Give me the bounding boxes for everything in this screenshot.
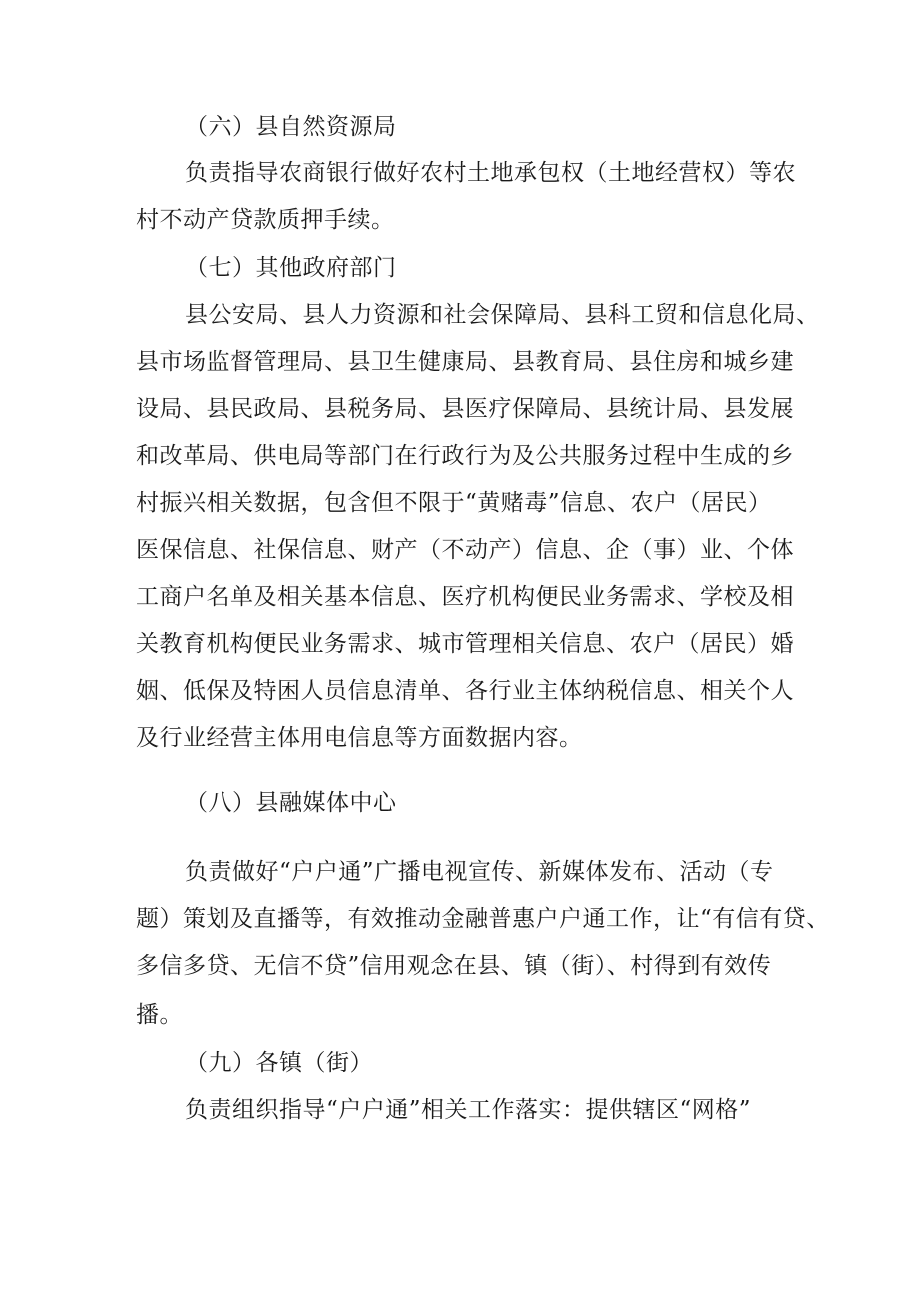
paragraph-line: 和改革局、供电局等部门在行政行为及公共服务过程中生成的乡 xyxy=(136,443,794,469)
section-heading-7: （七）其他政府部门 xyxy=(185,255,397,281)
paragraph-line: 设局、县民政局、县税务局、县医疗保障局、县统计局、县发展 xyxy=(136,396,794,422)
paragraph-line: 及行业经营主体用电信息等方面数据内容。 xyxy=(136,725,583,751)
paragraph-line: 村不动产贷款质押手续。 xyxy=(136,207,395,233)
paragraph-line: 负责指导农商银行做好农村土地承包权（土地经营权）等农 xyxy=(185,160,796,186)
section-heading-6: （六）县自然资源局 xyxy=(185,114,397,140)
paragraph-line: 县公安局、县人力资源和社会保障局、县科工贸和信息化局、 xyxy=(185,302,820,328)
paragraph-line: 多信多贷、无信不贷”信用观念在县、镇（街）、村得到有效传 xyxy=(136,953,772,979)
paragraph-line: 播。 xyxy=(136,1002,183,1028)
paragraph-line: 姻、低保及特困人员信息清单、各行业主体纳税信息、相关个人 xyxy=(136,678,794,704)
section-heading-8: （八）县融媒体中心 xyxy=(185,790,397,816)
paragraph-line: 负责组织指导“户户通”相关工作落实：提供辖区“网格” xyxy=(185,1097,752,1123)
paragraph-line: 工商户名单及相关基本信息、医疗机构便民业务需求、学校及相 xyxy=(136,584,794,610)
paragraph-line: 关教育机构便民业务需求、城市管理相关信息、农户（居民）婚 xyxy=(136,631,794,657)
paragraph-line: 村振兴相关数据，包含但不限于“黄赌毒”信息、农户（居民） xyxy=(136,490,772,516)
section-heading-9: （九）各镇（街） xyxy=(185,1050,373,1076)
paragraph-line: 县市场监督管理局、县卫生健康局、县教育局、县住房和城乡建 xyxy=(136,349,794,375)
paragraph-line: 负责做好“户户通”广播电视宣传、新媒体发布、活动（专 xyxy=(185,859,774,885)
paragraph-line: 医保信息、社保信息、财产（不动产）信息、企（事）业、个体 xyxy=(136,537,794,563)
paragraph-line: 题）策划及直播等，有效推动金融普惠户户通工作，让“有信有贷、 xyxy=(136,906,830,932)
